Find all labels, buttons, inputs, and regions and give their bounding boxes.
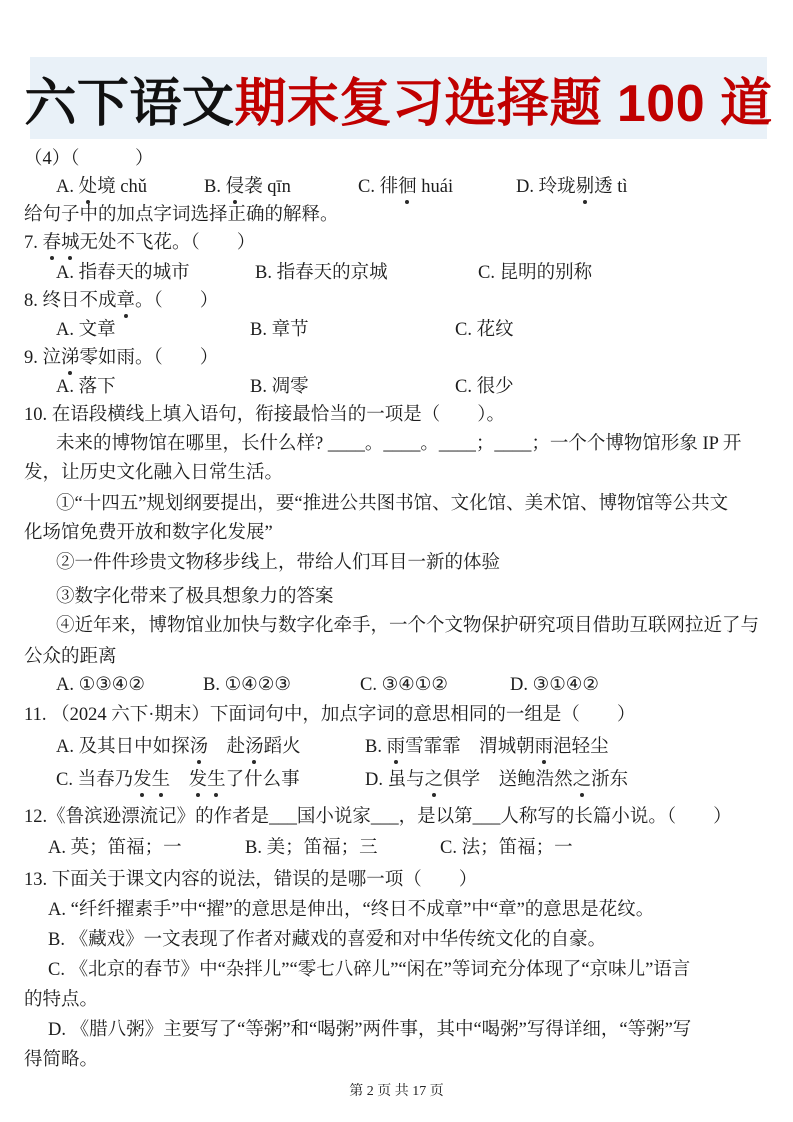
dotted-char: 涕 <box>61 346 80 371</box>
text-segment: D. 虽与 <box>365 770 425 790</box>
dotted-char: 汤 <box>245 735 264 760</box>
text-segment: B. 凋零 <box>250 377 309 397</box>
text-line <box>0 203 793 228</box>
text-segment: D. 玲珑 <box>516 177 576 197</box>
text-segment: 赴 <box>208 737 246 757</box>
option-column <box>510 673 599 698</box>
dotted-char: 之 <box>573 768 592 793</box>
text-segment: 了什么事 <box>225 770 300 790</box>
page-footer: 第 2 页 共 17 页 <box>349 1084 444 1099</box>
text-segment: 无处不飞花。（ ） <box>79 233 256 253</box>
dotted-char: 章 <box>117 289 136 314</box>
option-column <box>250 318 309 343</box>
option-column <box>365 735 609 760</box>
text-line <box>0 958 793 983</box>
option-column <box>250 375 309 400</box>
option-column <box>255 261 388 286</box>
option-column <box>365 768 628 793</box>
text-line <box>0 805 793 830</box>
dotted-char: 春 <box>43 231 62 256</box>
text-segment: 的特点。 <box>24 990 99 1010</box>
text-segment: 13. 下面关于课文内容的说法，错误的是哪一项（ ） <box>24 870 478 890</box>
text-segment: ①“十四五”规划纲要提出，要“推进公共图书馆、文化馆、美术馆、博物馆等公共文 <box>56 494 729 514</box>
text-segment: A. 英；笛福；一 <box>48 838 182 858</box>
text-segment: C. 昆明的别称 <box>478 263 593 283</box>
option-column <box>455 375 514 400</box>
text-line <box>0 147 793 172</box>
text-segment: C. 《北京的春节》中“杂拌儿”“零七八碎儿”“闲在”等词充分体现了“京味儿”语言 <box>48 960 691 980</box>
option-column <box>360 673 448 698</box>
dotted-char: 雨 <box>387 735 406 760</box>
text-segment: B. 美；笛福；三 <box>245 838 378 858</box>
text-segment: 袭 qīn <box>244 177 291 197</box>
text-segment: 透 tì <box>594 177 628 197</box>
text-segment <box>170 770 189 790</box>
text-segment: A. <box>56 177 79 197</box>
text-segment: 发，让历史文化融入日常生活。 <box>24 463 284 483</box>
text-segment: A. 及其日中如探 <box>56 737 190 757</box>
text-segment: 境 chǔ <box>97 177 147 197</box>
text-line <box>0 928 793 953</box>
option-column <box>56 375 116 400</box>
text-segment: 给句子中的加点字词选择正确的解释。 <box>24 205 339 225</box>
text-segment: C. 徘 <box>358 177 399 197</box>
text-line <box>0 346 793 371</box>
text-segment: ②一件件珍贵文物移步线上，带给人们耳目一新的体验 <box>56 553 501 573</box>
text-segment: （4）（ ） <box>24 149 154 169</box>
text-line <box>0 289 793 314</box>
option-column <box>516 175 628 200</box>
option-column <box>48 836 182 861</box>
text-segment: 10. 在语段横线上填入语句，衔接最恰当的一项是（ ）。 <box>24 405 506 425</box>
text-segment: C. 法；笛福；一 <box>440 838 573 858</box>
option-column <box>478 261 592 286</box>
text-segment: B. 章节 <box>250 320 309 340</box>
dotted-char: 发 <box>189 768 208 793</box>
text-segment: 浥轻尘 <box>553 737 609 757</box>
text-line <box>0 1018 793 1043</box>
text-segment: 雪霏霏 渭城朝 <box>405 737 535 757</box>
text-segment: A. 文章 <box>56 320 116 340</box>
text-segment: ④近年来，博物馆业加快与数字化牵手，一个个文物保护研究项目借助互联网拉近了与 <box>56 616 760 636</box>
dotted-char: 雨 <box>535 735 554 760</box>
text-segment: 未来的博物馆在哪里，长什么样? ____。____。____；____；一个个博物馆形象 IP 开 <box>56 434 742 454</box>
option-column <box>56 768 300 793</box>
option-column <box>358 175 453 200</box>
text-segment: C. 很少 <box>455 377 514 397</box>
text-segment: B. <box>204 177 226 197</box>
title-red-part: 期末复习选择题 100 道 <box>234 74 773 133</box>
text-line <box>0 898 793 923</box>
text-line <box>0 231 793 256</box>
text-line <box>0 461 793 486</box>
text-line <box>0 403 793 428</box>
option-column <box>56 735 301 760</box>
text-line <box>0 614 793 639</box>
text-segment: ③数字化带来了极具想象力的答案 <box>56 587 334 607</box>
option-column <box>245 836 378 861</box>
text-segment: A. ①③④② <box>56 675 145 695</box>
text-segment: A. 落下 <box>56 377 116 397</box>
text-segment: B. 《藏戏》一文表现了作者对藏戏的喜爱和对中华传统文化的自豪。 <box>48 930 607 950</box>
dotted-char: 处 <box>79 175 98 200</box>
option-column <box>455 318 514 343</box>
dotted-char: 侵 <box>226 175 245 200</box>
text-segment: 化场馆免费开放和数字化发展” <box>24 523 273 543</box>
text-segment: 11. （2024 六下·期末）下面词句中，加点字词的意思相同的一组是（ ） <box>24 705 636 725</box>
option-column <box>440 836 573 861</box>
option-column <box>56 673 145 698</box>
text-segment: D. 《腊八粥》主要写了“等粥”和“喝粥”两件事，其中“喝粥”写得详细，“等粥”写 <box>48 1020 692 1040</box>
text-segment: B. 指春天的京城 <box>255 263 388 283</box>
text-segment: 9. 泣 <box>24 348 62 368</box>
text-segment: 浙东 <box>591 770 629 790</box>
text-segment: B. <box>365 737 387 757</box>
text-segment: 公众的距离 <box>24 647 117 667</box>
text-segment: 蹈火 <box>263 737 301 757</box>
text-segment: C. 当春乃 <box>56 770 134 790</box>
option-column <box>56 261 190 286</box>
text-line <box>0 1048 793 1073</box>
text-line <box>0 521 793 546</box>
dotted-char: 生 <box>207 768 226 793</box>
text-segment: A. “纤纤擢素手”中“擢”的意思是伸出，“终日不成章”中“章”的意思是花纹。 <box>48 900 655 920</box>
option-column <box>56 318 116 343</box>
text-line <box>0 703 793 728</box>
text-segment: C. ③④①② <box>360 675 448 695</box>
dotted-char: 城 <box>61 231 80 256</box>
dotted-char: 剔 <box>576 175 595 200</box>
text-line <box>0 432 793 457</box>
dotted-char: 生 <box>152 768 171 793</box>
text-segment: huái <box>416 177 454 197</box>
dotted-char: 发 <box>133 768 152 793</box>
text-segment: 俱学 送鲍浩然 <box>443 770 573 790</box>
text-line <box>0 492 793 517</box>
option-column <box>56 175 147 200</box>
dotted-char: 汤 <box>190 735 209 760</box>
text-segment: B. ①④②③ <box>203 675 291 695</box>
text-segment: 零如雨。（ ） <box>79 348 219 368</box>
option-column <box>203 673 291 698</box>
title-black-part: 六下语文 <box>24 74 235 133</box>
text-segment: D. ③①④② <box>510 675 599 695</box>
text-segment: 。（ ） <box>135 291 219 311</box>
text-line <box>0 645 793 670</box>
text-line <box>0 551 793 576</box>
option-column <box>204 175 291 200</box>
text-segment: 12.《鲁滨逊漂流记》的作者是___国小说家___，是以第___人称写的长篇小说。（ ） <box>24 807 732 827</box>
dotted-char: 徊 <box>398 175 417 200</box>
text-line <box>0 988 793 1013</box>
text-segment: 7. <box>24 233 43 253</box>
text-segment: 得简略。 <box>24 1050 99 1070</box>
text-segment: C. 花纹 <box>455 320 514 340</box>
text-segment: A. 指春天的城市 <box>56 263 190 283</box>
dotted-char: 之 <box>425 768 444 793</box>
text-line <box>0 868 793 893</box>
text-segment: 8. 终日不成 <box>24 291 117 311</box>
text-line <box>0 585 793 610</box>
